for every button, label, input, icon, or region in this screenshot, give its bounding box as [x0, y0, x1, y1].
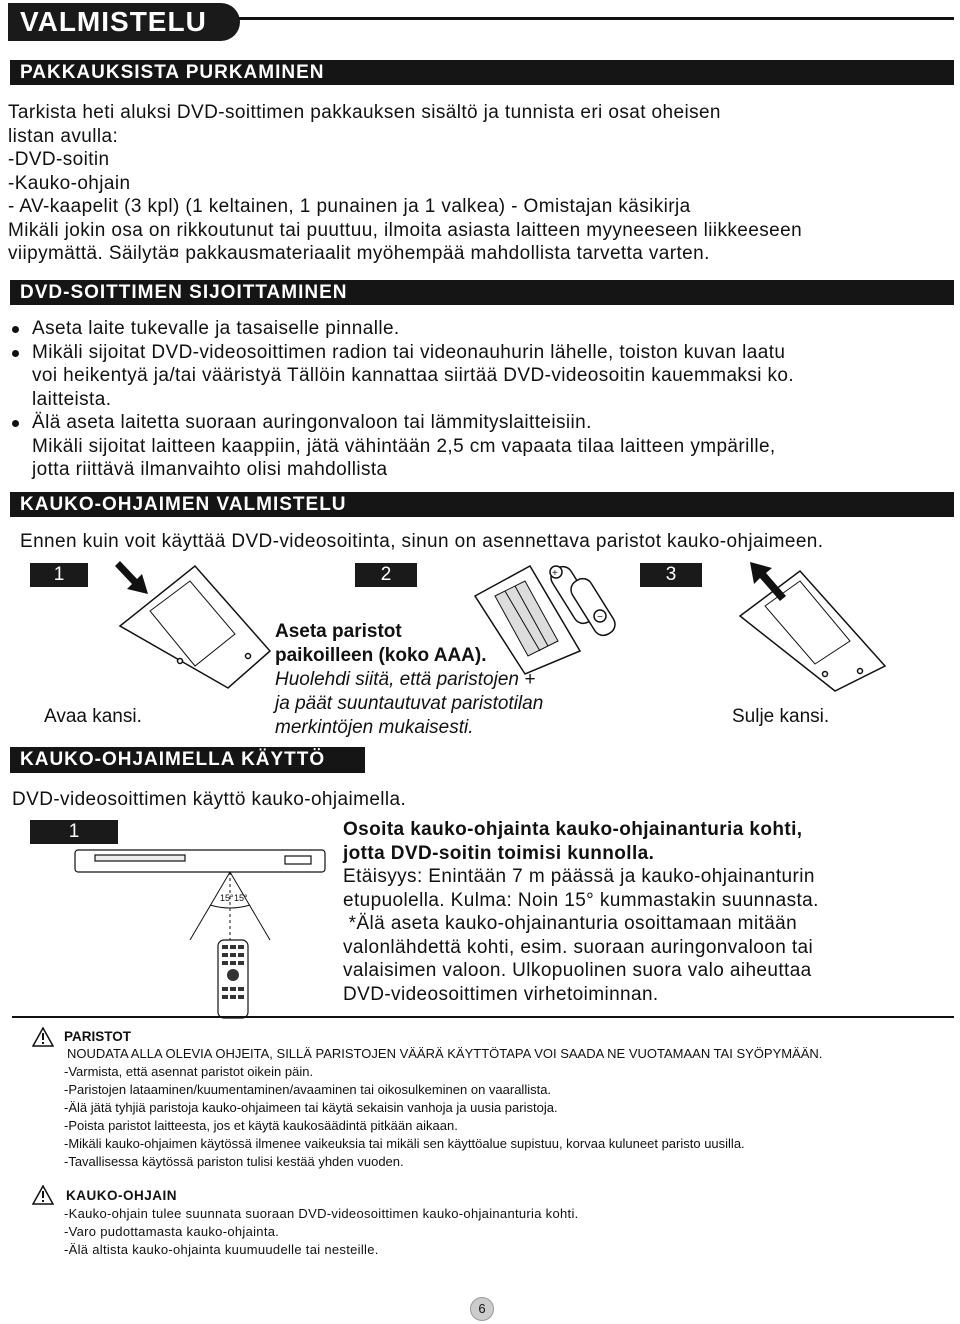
step-2-bold-line: Aseta paristot	[275, 621, 402, 642]
batteries-warning-line: -Paristojen lataaminen/kuumentaminen/avaaminen tai oikosulkeminen on vaarallista.	[64, 1082, 552, 1097]
unpacking-line: -Kauko-ohjain	[8, 172, 131, 194]
svg-text:+: +	[552, 568, 558, 579]
unpacking-text	[8, 101, 802, 266]
heading-remote-prep: KAUKO-OHJAIMEN VALMISTELU	[10, 492, 954, 517]
unpacking-line: Tarkista heti aluksi DVD-soittimen pakkauksen sisältö ja tunnista eri osat oheisen	[8, 102, 721, 123]
warning-icon	[32, 1185, 54, 1205]
placement-text	[10, 317, 794, 482]
remote-prep-intro	[20, 530, 823, 554]
remote-warning-title: KAUKO-OHJAIN	[66, 1188, 178, 1203]
remote-use-line: etupuolella. Kulma: Noin 15° kummastakin suunnasta.	[343, 889, 819, 911]
batteries-warning-line: -Poista paristot laitteesta, jos et käytä kaukosäädintä pitkään aikaan.	[64, 1118, 458, 1133]
angle-label-left: 15°	[220, 893, 234, 903]
heading-placement: DVD-SOITTIMEN SIJOITTAMINEN	[10, 280, 954, 305]
placement-line: Mikäli sijoitat laitteen kaappiin, jätä vähintään 2,5 cm vapaata tilaa laitteen ympärille,	[32, 435, 776, 457]
placement-bullet: Mikäli sijoitat DVD-videosoittimen radion tai videonauhurin lähelle, toiston kuvan laatu	[10, 341, 794, 365]
step-1-caption: Avaa kansi.	[44, 706, 142, 727]
unpacking-line: listan avulla:	[8, 125, 119, 147]
remote-use-intro	[12, 788, 406, 812]
batteries-warning-line: -Tavallisessa käytössä pariston tulisi kestää yhden vuoden.	[64, 1154, 404, 1169]
unpacking-line: -DVD-soitin	[8, 149, 110, 170]
step-3-box: 3	[640, 563, 702, 587]
placement-line: voi heikentyä ja/tai vääristyä Tällöin kannattaa siirtää DVD-videosoitin kauemmaksi ko.	[32, 365, 795, 386]
remote-use-bold-line: Osoita kauko-ohjainta kauko-ohjainanturia kohti,	[343, 819, 803, 840]
batteries-warning-line: -Mikäli kauko-ohjaimen käytössä ilmenee vaikeuksia tai mikäli sen käyttöalue supistuu, korvaa kuluneet paristo uusilla.	[64, 1136, 745, 1151]
step-2-italic-line: ja päät suuntautuvat paristotilan	[275, 693, 544, 714]
remote-use-bold-line: jotta DVD-soitin toimisi kunnolla.	[343, 842, 655, 864]
batteries-warning-text	[64, 1045, 822, 1171]
placement-line: laitteista.	[32, 388, 112, 410]
page-title: VALMISTELU	[8, 3, 240, 41]
remote-use-line: valaisimen valoon. Ulkopuolinen suora valo aiheuttaa	[343, 960, 812, 981]
heading-remote-use: KAUKO-OHJAIMELLA KÄYTTÖ	[10, 747, 365, 773]
remote-use-step-box: 1	[30, 820, 118, 844]
remote-use-intro-text: DVD-videosoittimen käyttö kauko-ohjaimella.	[12, 789, 407, 810]
unpacking-line: viipymättä. Säilytä¤ pakkausmateriaalit myöhempää mahdollista tarvetta varten.	[8, 243, 710, 264]
svg-text:−: −	[597, 612, 603, 623]
angle-label-right: 15°	[234, 893, 248, 903]
remote-prep-intro-text: Ennen kuin voit käyttää DVD-videosoitinta, sinun on asennettava paristot kauko-ohjaimeen.	[20, 531, 824, 552]
remote-warning-line: -Varo pudottamasta kauko-ohjainta.	[64, 1224, 280, 1239]
step-3-caption: Sulje kansi.	[732, 706, 830, 727]
placement-bullet: Aseta laite tukevalle ja tasaiselle pinnalle.	[10, 317, 794, 341]
step-2-box: 2	[355, 563, 417, 587]
step-2-text	[275, 620, 543, 740]
divider	[12, 1016, 954, 1018]
step-2-italic-line: merkintöjen mukaisesti.	[275, 717, 474, 738]
remote-use-text	[343, 818, 819, 1006]
open-cover-illustration	[110, 556, 275, 696]
title-rule	[238, 17, 954, 20]
heading-unpacking: PAKKAUKSISTA PURKAMINEN	[10, 60, 954, 85]
remote-use-line: Etäisyys: Enintään 7 m päässä ja kauko-ohjainanturin	[343, 866, 815, 887]
unpacking-line: Mikäli jokin osa on rikkoutunut tai puuttuu, ilmoita asiasta laitteen myyneeseen liikkeeseen	[8, 219, 803, 241]
remote-warning-line: -Kauko-ohjain tulee suunnata suoraan DVD-videosoittimen kauko-ohjainanturia kohti.	[64, 1206, 579, 1221]
remote-use-line: valonlähdettä kohti, esim. suoraan auringonvaloon tai	[343, 936, 814, 958]
step-2-italic-line: Huolehdi siitä, että paristojen +	[275, 669, 536, 690]
batteries-warning-line: -Älä jätä tyhjiä paristoja kauko-ohjaimeen tai käytä sekaisin vanhoja ja uusia paristoja.	[64, 1100, 558, 1115]
step-2-bold-line: paikoilleen (koko AAA).	[275, 645, 487, 666]
batteries-warning-line: NOUDATA ALLA OLEVIA OHJEITA, SILLÄ PARISTOJEN VÄÄRÄ KÄYTTÖTAPA VOI SAADA NE VUOTAMAAN TAI SYÖPYMÄÄN.	[67, 1046, 823, 1061]
remote-warning-text	[64, 1205, 579, 1259]
dvd-remote-illustration	[70, 845, 340, 1020]
remote-warning-line: -Älä altista kauko-ohjainta kuumuudelle tai nesteille.	[64, 1242, 379, 1257]
remote-use-line: *Älä aseta kauko-ohjainanturia osoittamaan mitään	[343, 913, 798, 934]
step-1-box: 1	[30, 563, 88, 587]
warning-icon	[32, 1027, 54, 1047]
remote-use-line: DVD-videosoittimen virhetoiminnan.	[343, 983, 659, 1005]
batteries-warning-line: -Varmista, että asennat paristot oikein päin.	[64, 1064, 314, 1079]
batteries-warning-title: PARISTOT	[64, 1029, 132, 1044]
placement-bullet: Älä aseta laitetta suoraan auringonvaloon tai lämmityslaitteisiin.	[10, 411, 794, 435]
unpacking-line: - AV-kaapelit (3 kpl) (1 keltainen, 1 punainen ja 1 valkea) - Omistajan käsikirja	[8, 196, 691, 217]
close-cover-illustration	[730, 556, 895, 696]
placement-line: jotta riittävä ilmanvaihto olisi mahdollista	[32, 459, 388, 480]
page-number: 6	[470, 1297, 494, 1321]
